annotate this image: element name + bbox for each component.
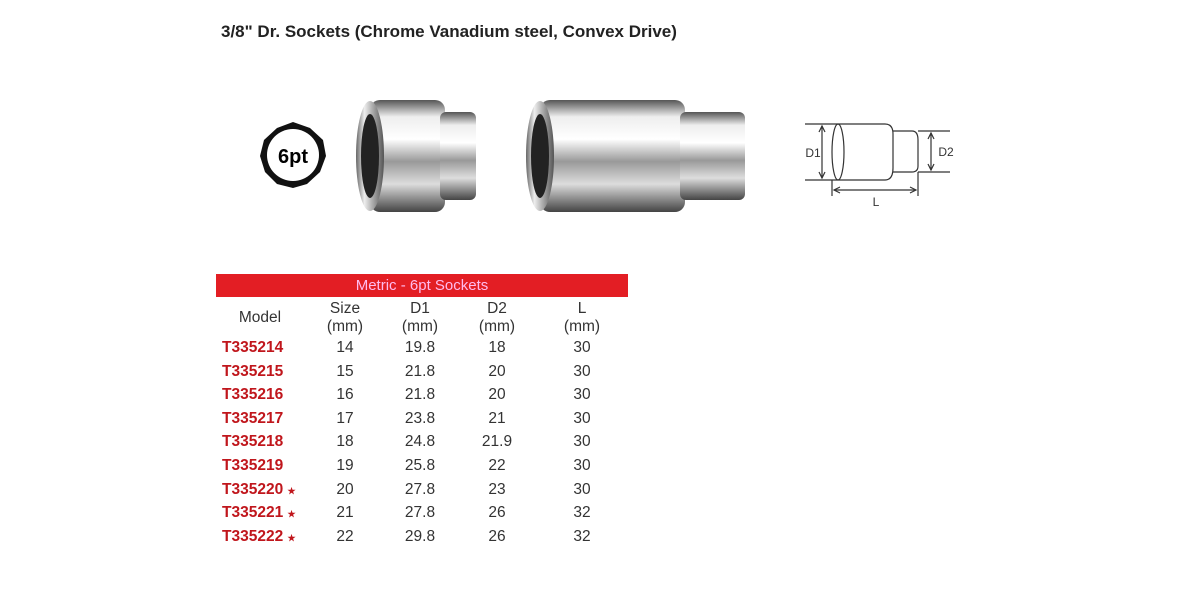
- star-mark: ★: [287, 509, 296, 520]
- size-cell: 19: [336, 457, 354, 474]
- svg-text:6pt: 6pt: [278, 146, 308, 168]
- d2-cell: 26: [488, 527, 506, 545]
- d2-cell: 18: [488, 339, 506, 356]
- l-cell: 32: [573, 527, 591, 545]
- l-cell: 30: [573, 339, 591, 356]
- size-cell: 21: [336, 504, 354, 522]
- size-cell: 17: [336, 409, 354, 427]
- header-size: Size (mm): [326, 300, 364, 335]
- d2-cell: 23: [488, 480, 506, 498]
- model-number: T335221 ★: [222, 504, 296, 522]
- model-number: T335216: [222, 386, 284, 404]
- model-number: T335219: [222, 457, 284, 474]
- header-d2: D2 (mm): [478, 300, 516, 335]
- size-cell: 15: [336, 362, 354, 380]
- d2-cell: 20: [488, 362, 506, 380]
- d2-cell: 26: [488, 504, 506, 522]
- d2-cell: 22: [488, 457, 506, 474]
- model-number: T335217: [222, 409, 284, 427]
- d1-cell: 27.8: [404, 504, 436, 522]
- deep-socket-image: [526, 100, 745, 212]
- 6pt-badge-icon: [260, 122, 326, 188]
- l-cell: 32: [573, 504, 591, 522]
- d1-cell: 27.8: [404, 480, 436, 498]
- svg-text:D1: D1: [805, 146, 821, 160]
- model-number: T335222 ★: [222, 527, 296, 545]
- size-cell: 18: [336, 433, 354, 451]
- size-cell: 16: [336, 386, 354, 404]
- d1-cell: 25.8: [404, 457, 436, 474]
- l-cell: 30: [573, 457, 591, 474]
- star-mark: ★: [287, 532, 296, 543]
- d1-cell: 29.8: [404, 527, 436, 545]
- model-number: T335214: [222, 339, 284, 356]
- d1-cell: 21.8: [404, 386, 436, 404]
- d1-cell: 19.8: [404, 339, 436, 356]
- size-cell: 20: [336, 480, 354, 498]
- dimension-diagram: [805, 124, 950, 196]
- svg-text:D2: D2: [938, 145, 954, 159]
- header-d1: D1 (mm): [401, 300, 439, 335]
- d2-cell: 20: [488, 386, 506, 404]
- d2-cell: 21.9: [481, 433, 513, 451]
- header-model: Model: [238, 309, 282, 326]
- short-socket-image: [356, 100, 476, 212]
- d1-cell: 23.8: [404, 409, 436, 427]
- l-cell: 30: [573, 480, 591, 498]
- star-mark: ★: [287, 485, 296, 496]
- model-number: T335215: [222, 362, 284, 380]
- model-number: T335220 ★: [222, 480, 296, 498]
- model-number: T335218: [222, 433, 284, 451]
- l-cell: 30: [573, 433, 591, 451]
- header-l: L (mm): [563, 300, 601, 335]
- l-cell: 30: [573, 362, 591, 380]
- size-cell: 14: [336, 339, 354, 356]
- table-caption: Metric - 6pt Sockets: [216, 274, 628, 297]
- d1-cell: 24.8: [404, 433, 436, 451]
- d2-cell: 21: [488, 409, 506, 427]
- l-cell: 30: [573, 409, 591, 427]
- page-title: 3/8" Dr. Sockets (Chrome Vanadium steel, Convex Drive): [221, 22, 677, 41]
- d1-cell: 21.8: [404, 362, 436, 380]
- product-images: [0, 0, 1200, 260]
- svg-text:L: L: [872, 195, 880, 209]
- size-cell: 22: [336, 527, 354, 545]
- l-cell: 30: [573, 386, 591, 404]
